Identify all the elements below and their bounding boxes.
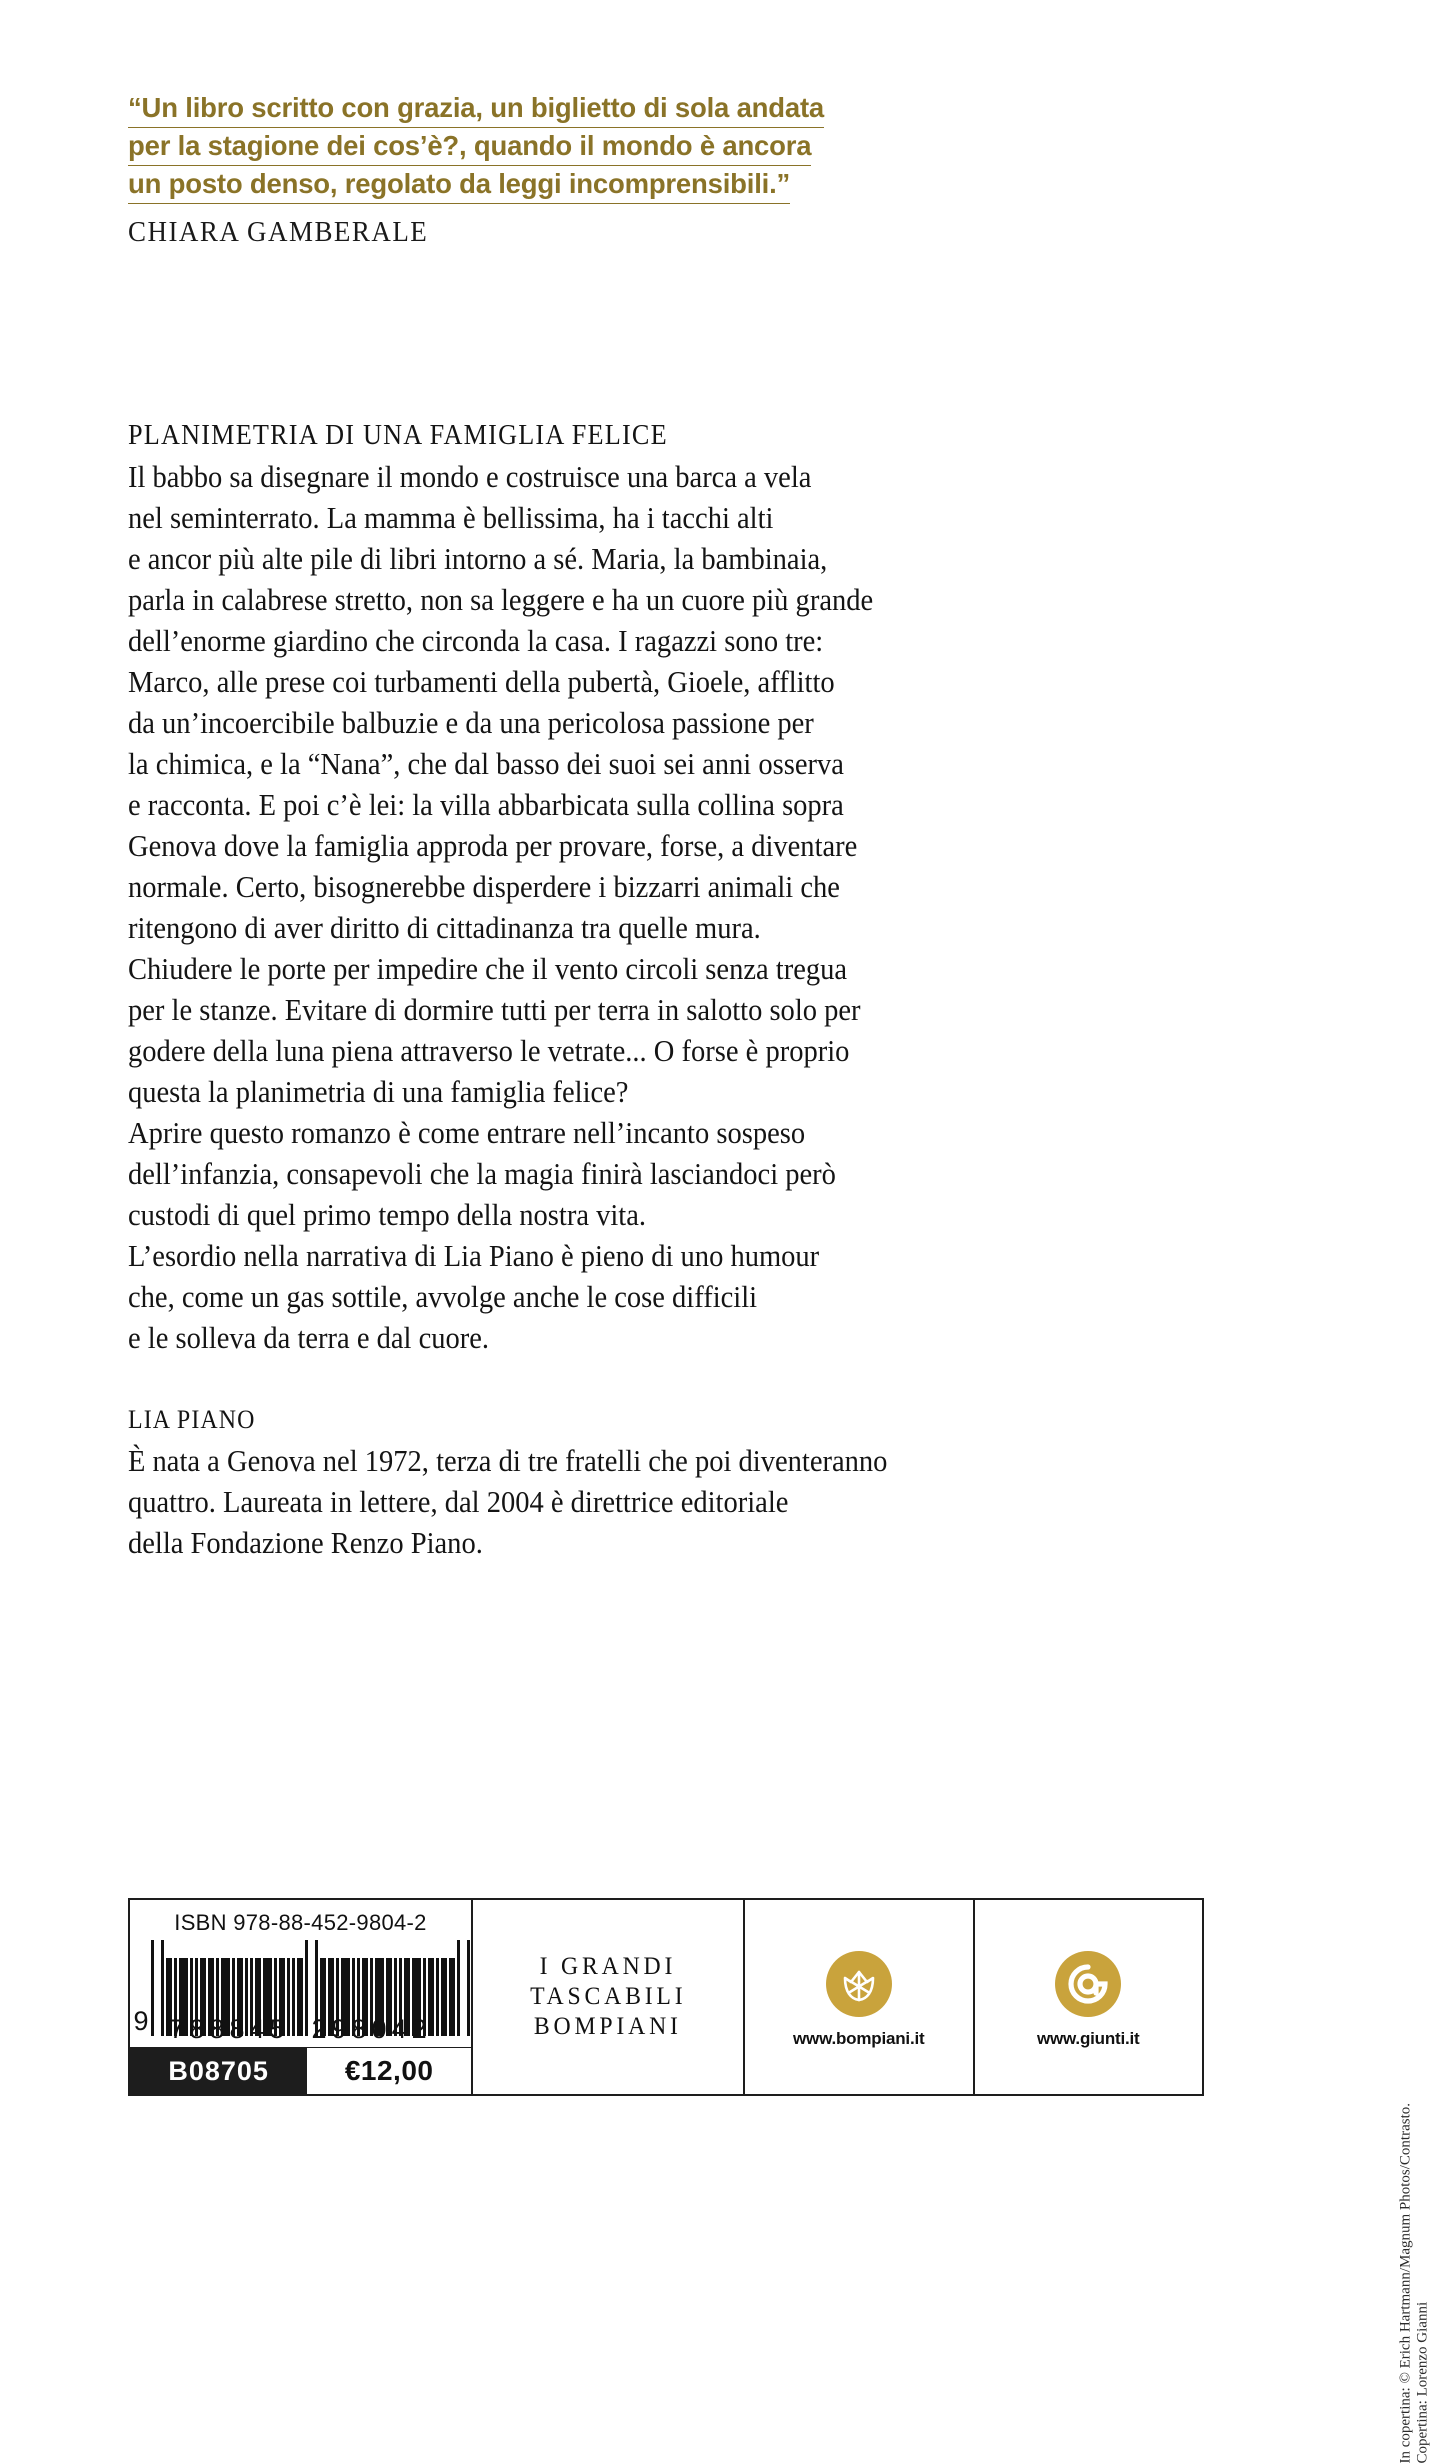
bompiani-url[interactable]: www.bompiani.it bbox=[793, 2029, 925, 2048]
imprint-line-1: I GRANDI bbox=[539, 1953, 677, 1980]
credit-designer: Copertina: Lorenzo Gianni bbox=[1414, 2301, 1430, 2464]
quote-line-1: “Un libro scritto con grazia, un biglietto di sola andata bbox=[128, 90, 824, 128]
giunti-url[interactable]: www.giunti.it bbox=[1036, 2029, 1140, 2048]
imprint-cell bbox=[471, 1900, 743, 2094]
blurb-line: la chimica, e la “Nana”, che dal basso dei suoi sei anni osserva bbox=[128, 746, 844, 781]
blurb-line: Marco, alle prese coi turbamenti della pubertà, Gioele, afflitto bbox=[128, 664, 835, 699]
blurb-line: Il babbo sa disegnare il mondo e costruisce una barca a vela bbox=[128, 459, 812, 494]
credit-photo: In copertina: © Erich Hartmann/Magnum Photos/Contrasto. bbox=[1397, 2103, 1413, 2464]
blurb-line: Aprire questo romanzo è come entrare nell’incanto sospeso bbox=[128, 1115, 806, 1150]
barcode-digits bbox=[169, 2014, 431, 2045]
product-code: B08705 bbox=[130, 2048, 307, 2094]
bio-line: della Fondazione Renzo Piano. bbox=[128, 1525, 483, 1560]
blurb-line: da un’incoercibile balbuzie e da una pericolosa passione per bbox=[128, 705, 814, 740]
blurb-line: e racconta. E poi c’è lei: la villa abbarbicata sulla collina sopra bbox=[128, 787, 844, 822]
blurb-line: e le solleva da terra e dal cuore. bbox=[128, 1320, 490, 1355]
bio-line: È nata a Genova nel 1972, terza di tre fratelli che poi diventeranno bbox=[128, 1443, 888, 1478]
barcode-group-2: 298042 bbox=[311, 2014, 432, 2044]
footer-strip bbox=[128, 1898, 1204, 2096]
paragraph-spacer bbox=[128, 1358, 1208, 1399]
barcode-group-1: 788845 bbox=[169, 2014, 290, 2044]
giunti-cell[interactable] bbox=[973, 1900, 1203, 2094]
blurb-line: L’esordio nella narrativa di Lia Piano è pieno di uno humour bbox=[128, 1238, 820, 1273]
blurb-line: normale. Certo, bisognerebbe disperdere i bizzarri animali che bbox=[128, 869, 840, 904]
barcode-cell bbox=[130, 1900, 471, 2094]
blurb-line: e ancor più alte pile di libri intorno a sé. Maria, la bambinaia, bbox=[128, 541, 828, 576]
blurb-line: Chiudere le porte per impedire che il vento circoli senza tregua bbox=[128, 951, 848, 986]
pull-quote bbox=[128, 90, 918, 250]
blurb-line: dell’infanzia, consapevoli che la magia finirà lasciandoci però bbox=[128, 1156, 836, 1191]
blurb-line: che, come un gas sottile, avvolge anche le cose difficili bbox=[128, 1279, 758, 1314]
quote-line-2: per la stagione dei cos’è?, quando il mondo è ancora bbox=[128, 128, 811, 166]
cover-credits bbox=[1397, 2103, 1431, 2464]
blurb-line: custodi di quel primo tempo della nostra vita. bbox=[128, 1197, 647, 1232]
quote-line-3: un posto denso, regolato da leggi incomprensibili.” bbox=[128, 166, 790, 204]
book-title: PLANIMETRIA DI UNA FAMIGLIA FELICE bbox=[128, 420, 668, 451]
blurb-line: nel seminterrato. La mamma è bellissima, ha i tacchi alti bbox=[128, 500, 774, 535]
author-name: LIA PIANO bbox=[128, 1405, 256, 1434]
bompiani-logo-icon bbox=[826, 1951, 892, 2017]
blurb-line: parla in calabrese stretto, non sa leggere e ha un cuore più grande bbox=[128, 582, 874, 617]
blurb-block bbox=[128, 415, 1208, 1563]
blurb-line: ritengono di aver diritto di cittadinanza tra quelle mura. bbox=[128, 910, 761, 945]
price-label: €12,00 bbox=[307, 2048, 471, 2094]
quote-attribution: CHIARA GAMBERALE bbox=[128, 216, 429, 248]
price-row bbox=[130, 2047, 471, 2094]
blurb-line: questa la planimetria di una famiglia felice? bbox=[128, 1074, 629, 1109]
blurb-line: per le stanze. Evitare di dormire tutti per terra in salotto solo per bbox=[128, 992, 861, 1027]
bio-line: quattro. Laureata in lettere, dal 2004 è direttrice editoriale bbox=[128, 1484, 789, 1519]
blurb-line: godere della luna piena attraverso le vetrate... O forse è proprio bbox=[128, 1033, 850, 1068]
blurb-line: dell’enorme giardino che circonda la casa. I ragazzi sono tre: bbox=[128, 623, 824, 658]
giunti-logo-icon bbox=[1055, 1951, 1121, 2017]
isbn-label: ISBN 978-88-452-9804-2 bbox=[174, 1910, 427, 1935]
imprint-line-2: TASCABILI bbox=[529, 1983, 687, 2010]
barcode-lead-digit: 9 bbox=[133, 2006, 149, 2036]
imprint-line-3: BOMPIANI bbox=[534, 2013, 682, 2040]
blurb-line: Genova dove la famiglia approda per provare, forse, a diventare bbox=[128, 828, 858, 863]
bompiani-cell[interactable] bbox=[743, 1900, 973, 2094]
